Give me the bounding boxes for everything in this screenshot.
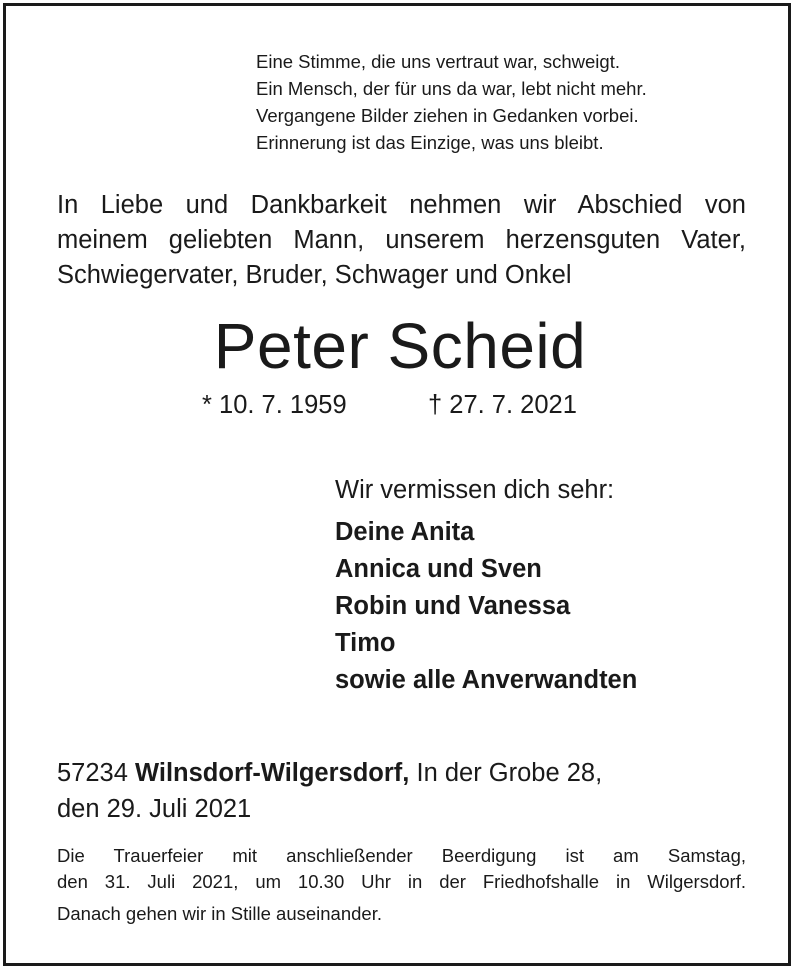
town: Wilnsdorf-Wilgersdorf, [135, 759, 410, 787]
intro-line: Schwiegervater, Bruder, Schwager und Onkel [57, 261, 572, 289]
mourners-list [335, 514, 637, 699]
poem-line: Ein Mensch, der für uns da war, lebt nicht mehr. [256, 78, 647, 99]
birth-date: * 10. 7. 1959 [202, 391, 347, 419]
date-line: den 29. Juli 2021 [57, 795, 252, 823]
intro-line: In Liebe und Dankbarkeit nehmen wir Abschied von [57, 191, 746, 219]
mourner-name: Robin und Vanessa [335, 592, 571, 620]
poem-line: Eine Stimme, die uns vertraut war, schweigt. [256, 51, 620, 72]
closing-text: Danach gehen wir in Stille auseinander. [57, 903, 382, 924]
street: In der Grobe 28, [416, 759, 603, 787]
mourner-name: Annica und Sven [335, 555, 542, 583]
intro-line: meinem geliebten Mann, unserem herzensguten Vater, [57, 226, 746, 254]
funeral-notice [57, 843, 746, 895]
postal-code: 57234 [57, 759, 128, 787]
funeral-line: Die Trauerfeier mit anschließender Beerdigung ist am Samstag, [57, 845, 746, 866]
funeral-line: den 31. Juli 2021, um 10.30 Uhr in der Friedhofshalle in Wilgersdorf. [57, 871, 746, 892]
mourners-heading: Wir vermissen dich sehr: [335, 476, 615, 504]
poem-line: Erinnerung ist das Einzige, was uns bleibt. [256, 132, 604, 153]
poem-line: Vergangene Bilder ziehen in Gedanken vorbei. [256, 105, 639, 126]
poem [256, 48, 647, 156]
deceased-name: Peter Scheid [213, 310, 587, 382]
intro-text [57, 188, 746, 293]
address-block [57, 755, 602, 827]
mourner-name: Deine Anita [335, 518, 475, 546]
death-date: † 27. 7. 2021 [428, 391, 577, 419]
mourner-name: sowie alle Anverwandten [335, 666, 638, 694]
mourner-name: Timo [335, 629, 396, 657]
